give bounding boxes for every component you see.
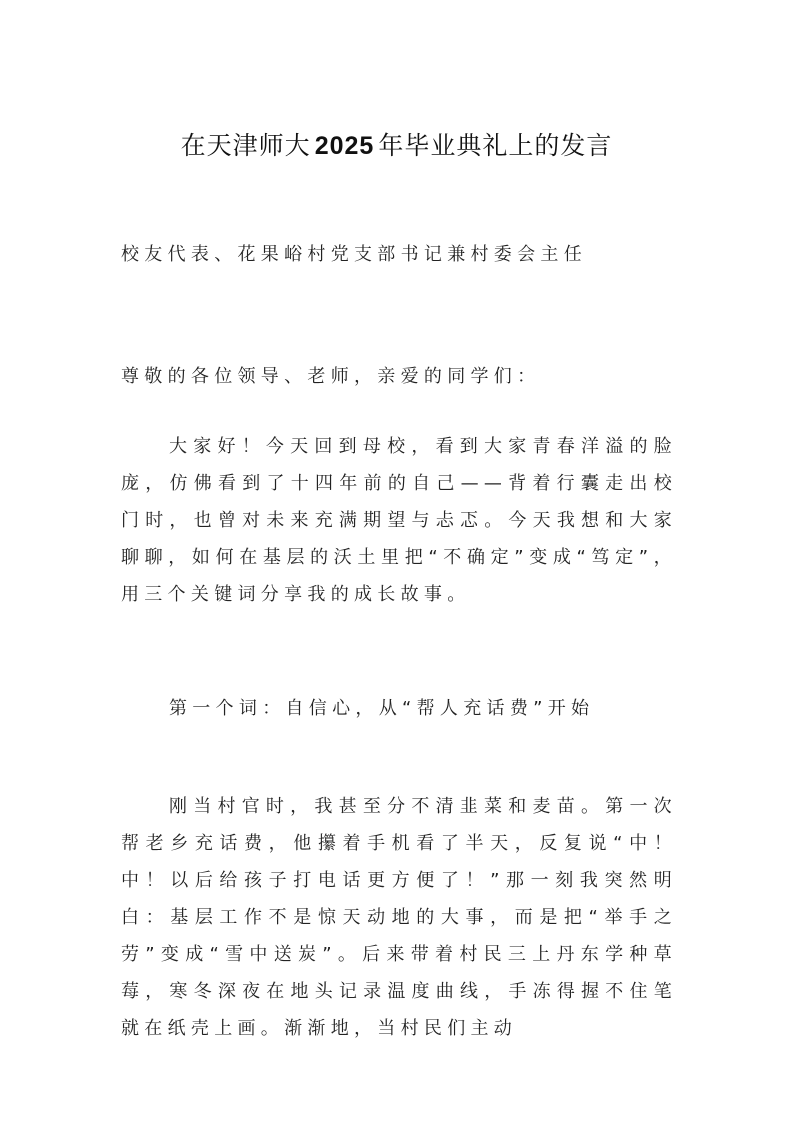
title-suffix: 年毕业典礼上的发言 <box>378 131 613 160</box>
section-heading-1: 第一个词：自信心，从“帮人充话费”开始 <box>169 698 595 719</box>
speaker-subtitle: 校友代表、花果峪村党支部书记兼村委会主任 <box>121 244 587 265</box>
document-title <box>0 126 793 166</box>
paragraph-intro: 大家好！今天回到母校，看到大家青春洋溢的脸庞，仿佛看到了十四年前的自己——背着行囊走出校门时，也曾对未来充满期望与忐忑。今天我想和大家聊聊，如何在基层的沃土里把“不确定”变成“笃定”，用三个关键词分享我的成长故事。 <box>121 436 677 605</box>
salutation: 尊敬的各位领导、老师，亲爱的同学们： <box>121 366 541 387</box>
title-prefix: 在天津师大 <box>180 131 311 160</box>
paragraph-confidence: 刚当村官时，我甚至分不清韭菜和麦苗。第一次帮老乡充话费，他攥着手机看了半天，反复说“中！中！以后给孩子打电话更方便了！”那一刻我突然明白：基层工作不是惊天动地的大事，而是把“举手之劳”变成“雪中送炭”。后来带着村民三上丹东学种草莓，寒冬深夜在地头记录温度曲线，手冻得握不住笔就在纸壳上画。渐渐地，当村民们主动 <box>121 796 677 1039</box>
title-year: 2025 <box>314 132 375 160</box>
